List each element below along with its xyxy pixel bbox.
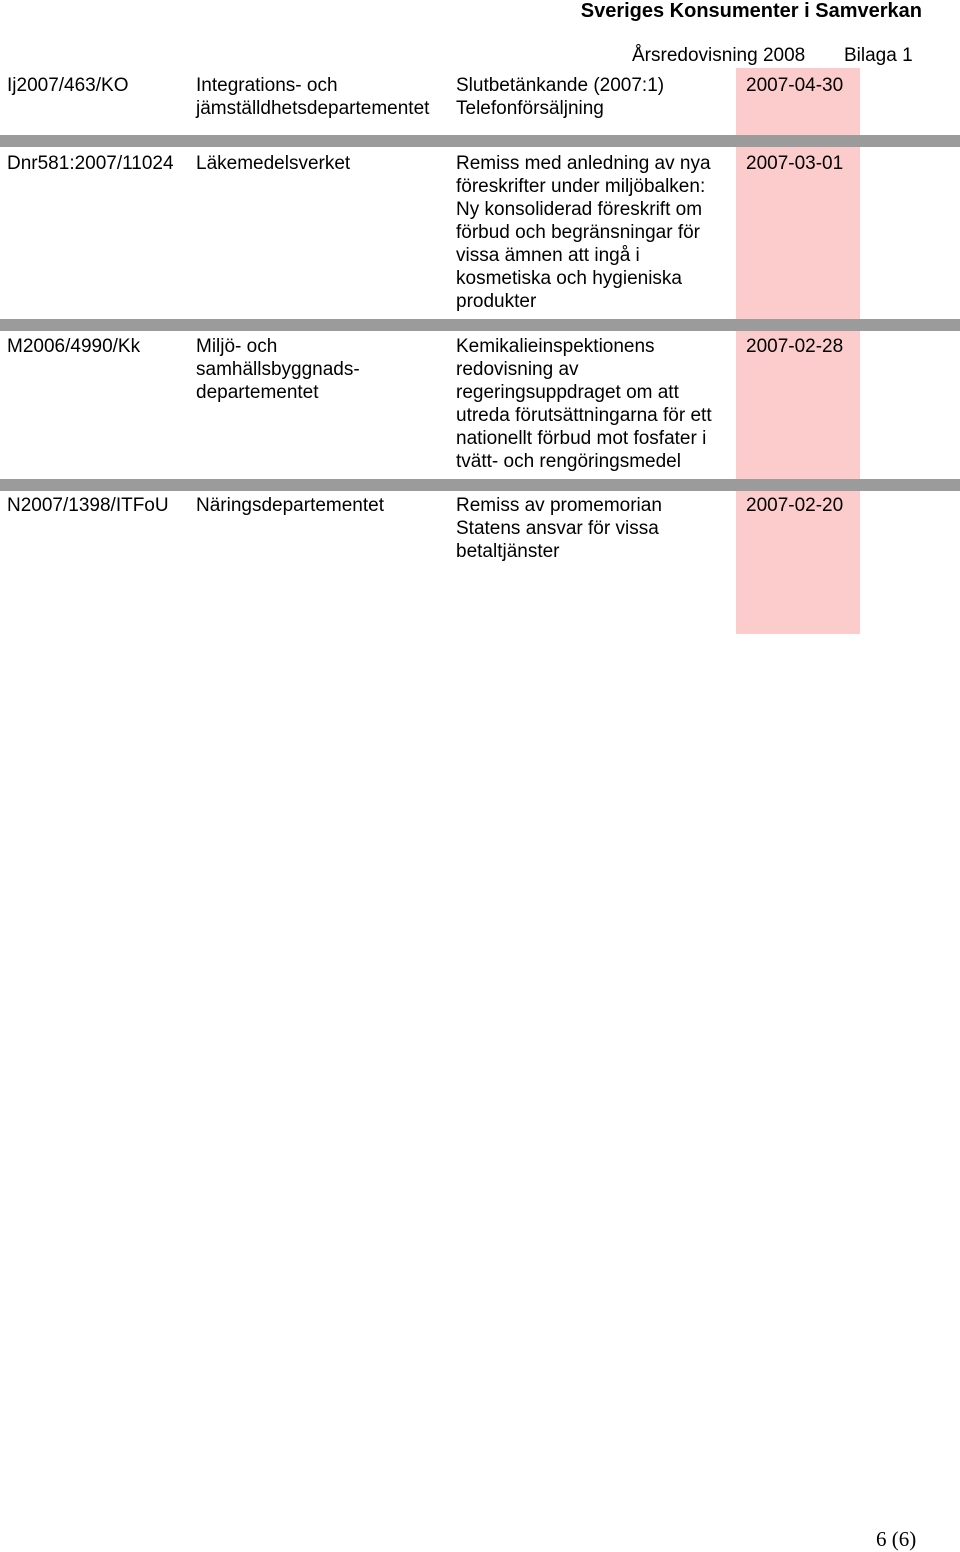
row-dnr: M2006/4990/Kk	[7, 336, 141, 357]
row-divider	[0, 319, 960, 331]
row-subject: Slutbetänkande (2007:1) Telefonförsäljning	[456, 75, 665, 119]
organization-name: Sveriges Konsumenter i Samverkan	[580, 0, 922, 22]
row-department: Läkemedelsverket	[196, 153, 351, 174]
row-subject: Remiss med anledning av nya föreskrifter under miljöbalken: Ny konsoliderad föreskrift om förbud och begränsningar för vissa ämnen att ingå i kosmetiska och hygieniska produkter	[456, 153, 711, 312]
row-subject: Kemikalieinspektionens redovisning av regeringsuppdraget om att utreda förutsättningarna för ett nationellt förbud mot fosfater i tvätt- och rengöringsmedel	[456, 336, 712, 472]
report-title: Årsredovisning 2008	[632, 45, 806, 66]
page-number: 6 (6)	[876, 1527, 917, 1551]
row-dnr: Ij2007/463/KO	[7, 75, 129, 96]
row-date: 2007-02-20	[746, 495, 844, 516]
row-dnr: Dnr581:2007/11024	[7, 153, 174, 174]
row-date: 2007-04-30	[746, 75, 844, 96]
row-date: 2007-03-01	[746, 153, 844, 174]
row-divider	[0, 135, 960, 147]
row-date: 2007-02-28	[746, 336, 844, 357]
row-subject: Remiss av promemorian Statens ansvar för vissa betaltjänster	[456, 495, 662, 562]
row-department: Näringsdepartementet	[196, 495, 384, 516]
row-dnr: N2007/1398/ITFoU	[7, 495, 169, 516]
row-department: Miljö- och samhällsbyggnads- departementet	[196, 336, 360, 403]
row-department: Integrations- och jämställdhetsdepartementet	[196, 75, 430, 119]
appendix-label: Bilaga 1	[844, 45, 913, 66]
row-divider	[0, 479, 960, 491]
